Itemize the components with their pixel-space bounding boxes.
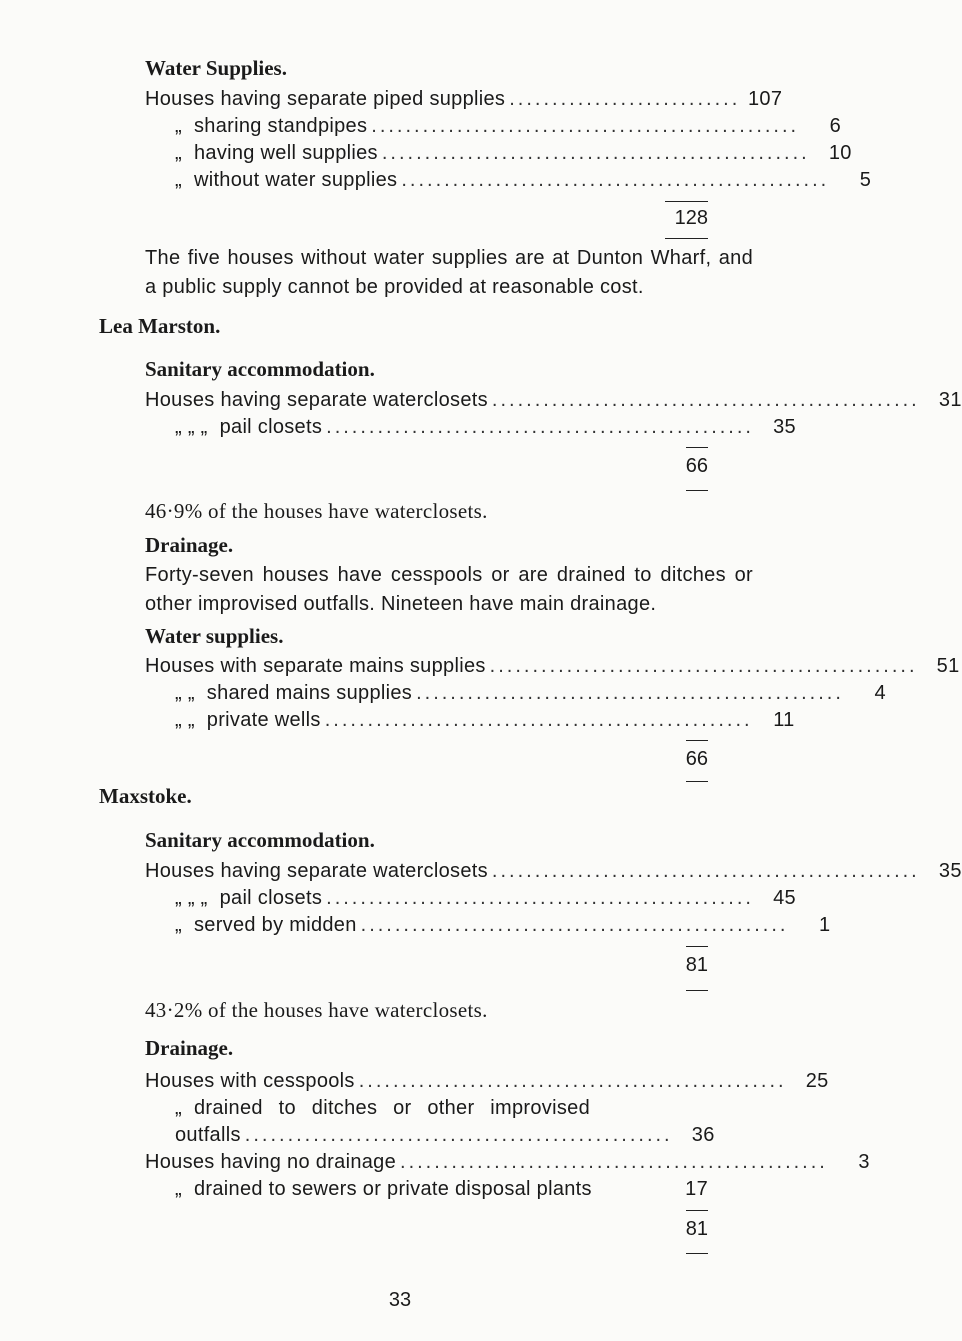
- table-row: [175, 709, 795, 735]
- table-row: [175, 169, 872, 195]
- leader-dots: ..................................................: [491, 860, 920, 882]
- row-value: 25: [805, 1070, 829, 1092]
- row-label: Houses with cesspools: [145, 1070, 355, 1092]
- ditto-mark: „ „ „: [175, 416, 208, 438]
- row-value: 10: [828, 142, 852, 164]
- row-label: Houses having separate waterclosets: [145, 389, 488, 411]
- leader-dots: ..................................................: [244, 1124, 673, 1146]
- ditto-mark: „: [175, 169, 182, 191]
- row-value: 3: [858, 1151, 870, 1173]
- row-label: drained to sewers or private disposal plants: [193, 1178, 592, 1200]
- table-row: [175, 914, 831, 940]
- sum-rule: [686, 740, 708, 741]
- lea-percent-note: 46·9% of the houses have waterclosets.: [145, 499, 488, 523]
- water-supplies-heading: Water Supplies.: [145, 56, 287, 80]
- row-label: Houses having separate waterclosets: [145, 860, 488, 882]
- ditto-mark: „ „ „: [175, 887, 208, 909]
- table-row: [175, 1178, 708, 1204]
- row-label: Houses with separate mains supplies: [145, 655, 486, 677]
- row-label: outfalls: [175, 1124, 241, 1146]
- sum-rule: [686, 490, 708, 491]
- leader-dots: ..................................................: [360, 914, 789, 936]
- row-label: private wells: [206, 709, 321, 731]
- maxstoke-drainage-heading: Drainage.: [145, 1036, 234, 1060]
- total-value: 128: [674, 207, 708, 229]
- row-value: 5: [859, 169, 872, 191]
- row-label: shared mains supplies: [206, 682, 413, 704]
- leader-dots: ..................................................: [381, 142, 810, 164]
- maxstoke-sanitary-heading: Sanitary accommodation.: [145, 828, 375, 852]
- sum-rule: [686, 447, 708, 448]
- page-number: 33: [388, 1289, 412, 1311]
- sum-rule: [686, 990, 708, 991]
- total-value: 81: [685, 954, 708, 976]
- row-value: 51: [936, 655, 960, 677]
- table-row: [175, 1097, 708, 1123]
- sum-rule: [686, 946, 708, 947]
- row-value: 36: [691, 1124, 715, 1146]
- ditto-mark: „ „: [175, 709, 195, 731]
- leader-dots: ..................................................: [400, 1151, 828, 1173]
- leader-dots: ..................................................: [324, 709, 753, 731]
- ditto-mark: „: [175, 914, 182, 936]
- lea-drainage-paragraph: Forty-seven houses have cesspools or are drained to ditches or other improvised outfalls. Nineteen have main drainage.: [145, 564, 753, 615]
- table-row: [145, 88, 783, 114]
- leader-dots: ..................................................: [326, 416, 754, 438]
- row-label: pail closets: [219, 887, 323, 909]
- row-value: 11: [773, 709, 795, 731]
- lea-sanitary-heading: Sanitary accommodation.: [145, 357, 375, 381]
- leader-dots: ...........................: [509, 88, 741, 110]
- table-row: [145, 1070, 829, 1096]
- ditto-mark: „: [175, 115, 182, 137]
- row-value: 45: [773, 887, 796, 909]
- row-value: 17: [685, 1178, 708, 1200]
- row-label: sharing standpipes: [193, 115, 368, 137]
- table-row: [175, 682, 886, 708]
- table-row: [145, 1151, 870, 1177]
- table-row: [175, 142, 852, 168]
- sum-rule: [686, 1210, 708, 1211]
- maxstoke-title: Maxstoke.: [99, 784, 192, 808]
- table-row: [175, 1124, 715, 1150]
- leader-dots: ..................................................: [358, 1070, 787, 1092]
- row-label: pail closets: [219, 416, 323, 438]
- row-label: having well supplies: [193, 142, 378, 164]
- ditto-mark: „ „: [175, 682, 195, 704]
- leader-dots: ..................................................: [371, 115, 800, 137]
- sum-rule: [665, 238, 708, 239]
- ditto-mark: „: [175, 1097, 182, 1119]
- leader-dots: ..................................................: [489, 655, 918, 677]
- lea-drainage-heading: Drainage.: [145, 533, 234, 557]
- leader-dots: ..................................................: [401, 169, 830, 191]
- row-label: drained to ditches or other improvised: [193, 1097, 590, 1119]
- row-label: served by midden: [193, 914, 357, 936]
- table-row: [145, 860, 962, 886]
- leader-dots: ..................................................: [416, 682, 844, 704]
- row-value: 4: [874, 682, 886, 704]
- row-value: 35: [773, 416, 796, 438]
- lea-marston-title: Lea Marston.: [99, 314, 221, 338]
- sum-rule: [665, 201, 708, 202]
- ditto-mark: „: [175, 1178, 182, 1200]
- water-note-paragraph: The five houses without water supplies are at Dunton Wharf, and a public supply cannot be provided at reasonable cost.: [145, 247, 753, 298]
- row-label: Houses having no drainage: [145, 1151, 397, 1173]
- row-value: 6: [829, 115, 842, 137]
- total-value: 66: [685, 455, 708, 477]
- sum-rule: [686, 781, 708, 782]
- leader-dots: ..................................................: [491, 389, 920, 411]
- row-value: 107: [747, 88, 783, 110]
- row-label: Houses having separate piped supplies: [145, 88, 506, 110]
- ditto-mark: „: [175, 142, 182, 164]
- table-row: [145, 389, 962, 415]
- maxstoke-percent-note: 43·2% of the houses have waterclosets.: [145, 998, 488, 1022]
- total-value: 81: [685, 1218, 708, 1240]
- lea-water-heading: Water supplies.: [145, 624, 284, 648]
- leader-dots: ..................................................: [326, 887, 754, 909]
- table-row: [145, 655, 960, 681]
- row-value: 35: [938, 860, 962, 882]
- table-row: [175, 416, 796, 442]
- row-label: without water supplies: [193, 169, 398, 191]
- sum-rule: [686, 1253, 708, 1254]
- table-row: [175, 115, 842, 141]
- total-value: 66: [685, 748, 708, 770]
- table-row: [175, 887, 796, 913]
- row-value: 31: [938, 389, 962, 411]
- row-value: 1: [819, 914, 831, 936]
